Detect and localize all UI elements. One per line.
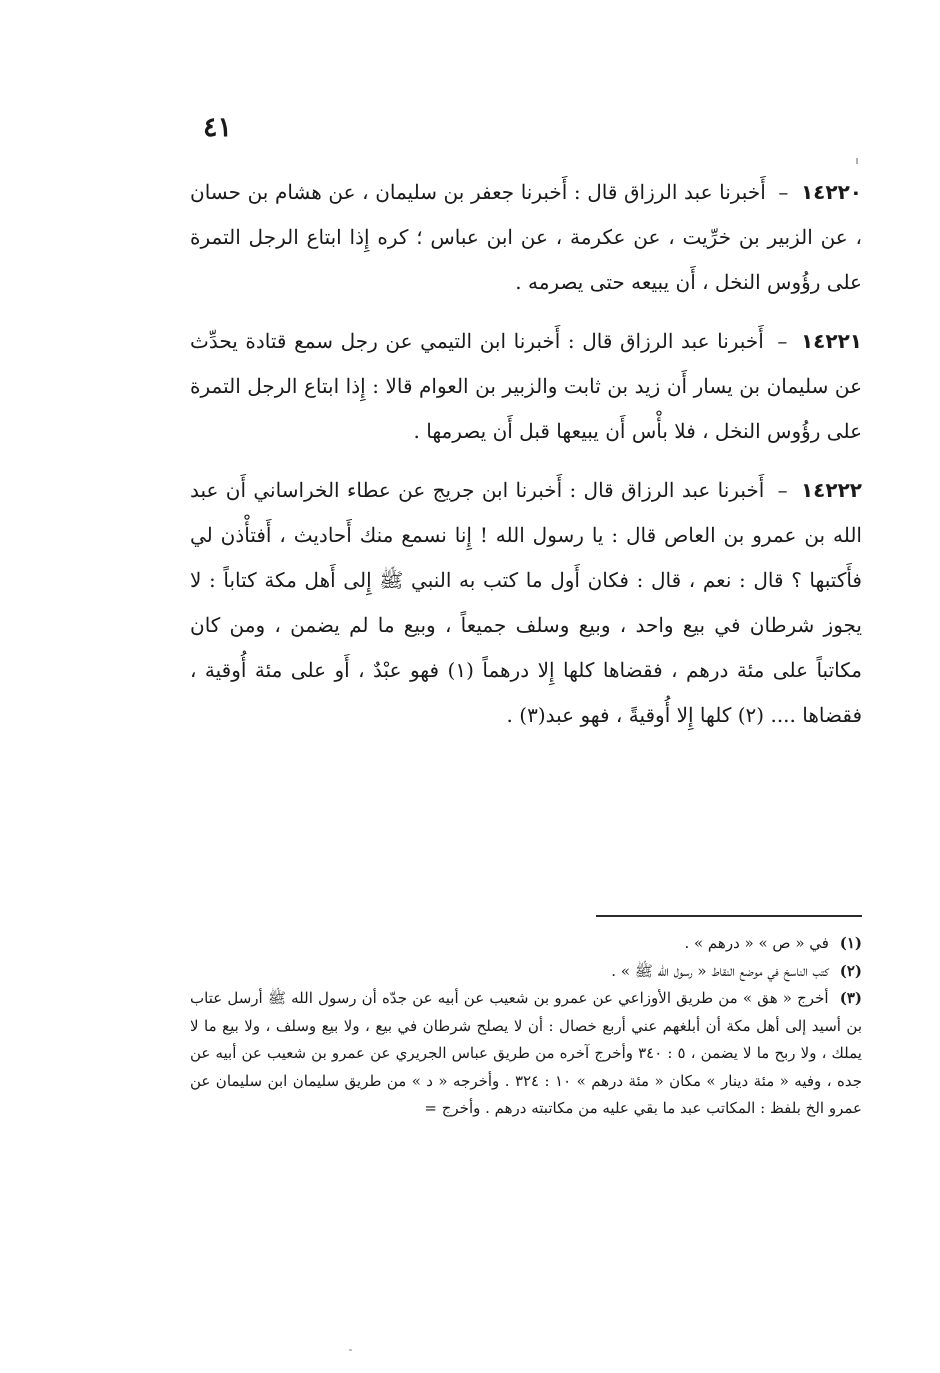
hadith-number: ١٤٢٢١ <box>800 329 863 353</box>
page-speck <box>349 1349 352 1351</box>
hadith-entry <box>190 468 862 738</box>
hadith-separator: – <box>778 180 789 204</box>
footnote <box>190 930 862 958</box>
footnote <box>190 958 862 986</box>
footnote-text: في « ص » « درهم » . <box>684 934 829 952</box>
hadith-number: ١٤٢٢٠ <box>800 180 862 204</box>
footnote-text: أخرج « هق » من طريق الأوزاعي عن عمرو بن شعيب عن أبيه عن جدّه أن رسول الله ﷺ أرسل عتاب بن أسيد إلى أهل مكة أن أبلغهم عني أربع خصال : أن لا يصلح شرطان في بيع ، ولا بيع وسلف ، ولا بيع ما لا يملك ، ولا ربح ما لا يضمن ، ٥ : ٣٤٠ وأخرج آخره من طريق عباس الجريري عن عمرو بن شعيب عن أبيه عن جده ، وفيه « مئة دينار » مكان « مئة درهم » ١٠ : ٣٢٤ . وأخرجه « د » من طريق سليمان ابن سليمان عن عمرو الخ بلفظ : المكاتب عبد ما بقي عليه من مكاتبته درهم . وأخرج = <box>190 989 862 1117</box>
footnote-marker: (٣) <box>839 989 862 1007</box>
footnote-text: كتب الناسخ في موضع النقاط « رسول الله ﷺ » . <box>611 961 829 980</box>
hadith-text: أَخبرنا عبد الرزاق قال : أَخبرنا ابن جريج عن عطاء الخراساني أَن عبد الله بن عمرو بن العاص قال : يا رسول الله ! إِنا نسمع منك أَحاديث ، أَفتأْذن لي فأَكتبها ؟ قال : نعم ، قال : فكان أَول ما كتب به النبي ﷺ إِلى أَهل مكة كتاباً : لا يجوز شرطان في بيع واحد ، وبيع وسلف جميعاً ، وبيع ما لم يضمن ، ومن كان مكاتباً على مئة درهم ، فقضاها كلها إِلا درهماً (١) فهو عبْدٌ ، أَو على مئة أُوقية ، فقضاها .... (٢) كلها إِلا أُوقيةً ، فهو عبد(٣) . <box>190 478 863 727</box>
footnotes <box>190 930 862 1123</box>
main-text <box>190 170 862 752</box>
page-number: ٤١ <box>203 112 233 143</box>
footnote <box>190 985 862 1123</box>
footnote-marker: (٢) <box>839 961 862 980</box>
hadith-separator: – <box>777 478 788 502</box>
hadith-text: أَخبرنا عبد الرزاق قال : أَخبرنا جعفر بن سليمان ، عن هشام بن حسان ، عن الزبير بن خرِّيت ، عن عكرمة ، عن ابن عباس ؛ كره إِذا ابتاع الرجل التمرة على رؤُوس النخل ، أَن يبيعه حتى يصرمه . <box>190 180 862 294</box>
hadith-entry <box>190 319 862 454</box>
footnote-marker: (١) <box>839 934 862 952</box>
hadith-separator: – <box>777 329 788 353</box>
hadith-text: أَخبرنا عبد الرزاق قال : أَخبرنا ابن التيمي عن رجل سمع قتادة يحدِّث عن سليمان بن يسار أَن زيد بن ثابت والزبير بن العوام قالا : إِذا ابتاع الرجل التمرة على رؤُوس النخل ، فلا بأْس أَن يبيعها قبل أَن يصرمها . <box>190 329 862 443</box>
margin-mark <box>856 158 858 164</box>
hadith-number: ١٤٢٢٢ <box>800 478 863 502</box>
hadith-entry <box>190 170 862 305</box>
footnote-divider <box>596 915 862 917</box>
